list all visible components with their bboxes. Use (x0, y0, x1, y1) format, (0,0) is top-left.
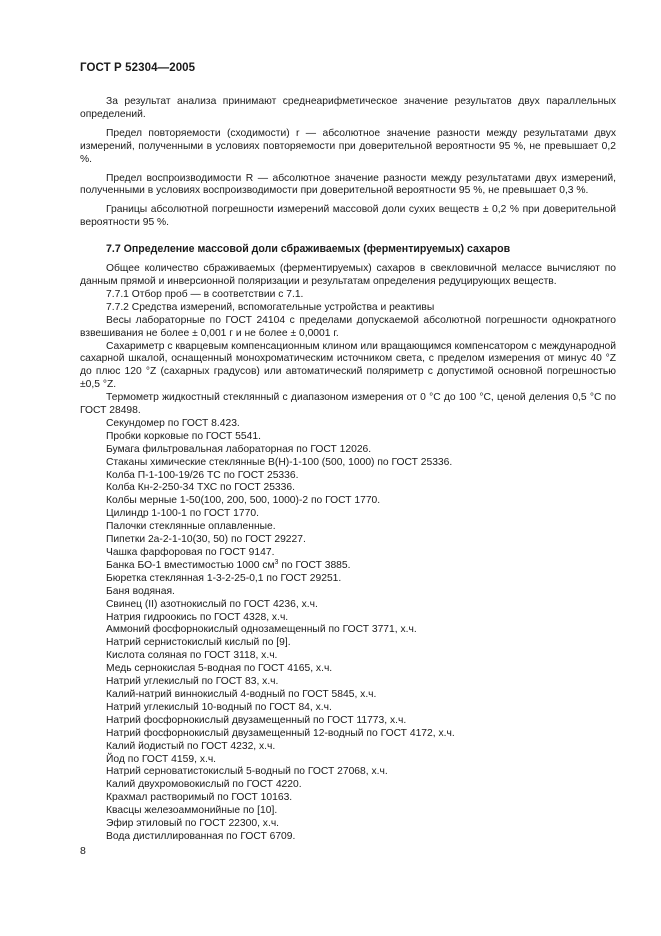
paragraph-reproducibility-limit: Предел воспроизводимости R — абсолютное значение разности между результатами двух измерений, полученными в условиях воспроизводимости при доверительной вероятности 95 %, не превышает 0,3 %. (80, 172, 616, 197)
list-item: Аммоний фосфорнокислый однозамещенный по ГОСТ 3771, х.ч. (106, 624, 417, 636)
list-item: Колба Кн-2-250-34 ТХС по ГОСТ 25336. (106, 482, 295, 494)
list-item: Медь сернокислая 5-водная по ГОСТ 4165, х.ч. (106, 663, 333, 675)
page-number: 8 (80, 845, 86, 857)
list-item: Баня водяная. (106, 585, 175, 597)
list-item: Натрия гидроокись по ГОСТ 4328, х.ч. (106, 611, 289, 623)
list-item: Палочки стеклянные оплавленные. (106, 521, 276, 533)
list-item: Чашка фарфоровая по ГОСТ 9147. (106, 547, 275, 558)
paragraph-repeatability-limit: Предел повторяемости (сходимости) r — абсолютное значение разности между результатами двух измерений, полученными в условиях повторяемости при доверительной вероятности 95 %, не превышает 0,2 %. (80, 127, 616, 165)
list-item: Крахмал растворимый по ГОСТ 10163. (106, 792, 293, 804)
document-code-header: ГОСТ Р 52304—2005 (80, 62, 196, 74)
list-item: Вода дистиллированная по ГОСТ 6709. (106, 830, 296, 842)
subsection-7-7-1: 7.7.1 Отбор проб — в соответствии с 7.1. (106, 288, 304, 300)
paragraph-result-definition: За результат анализа принимают среднеарифметическое значение результатов двух параллельных определений. (80, 96, 616, 120)
cubic-superscript: 3 (274, 558, 279, 566)
list-item: Колбы мерные 1-50(100, 200, 500, 1000)-2 по ГОСТ 1770. (106, 495, 381, 507)
list-item: Калий йодистый по ГОСТ 4232, х.ч. (106, 740, 276, 752)
page-content (80, 96, 616, 844)
list-item: Цилиндр 1-100-1 по ГОСТ 1770. (106, 508, 259, 520)
paragraph-scales: Весы лабораторные по ГОСТ 24104 с пределами допускаемой абсолютной погрешности однократного взвешивания не более ± 0,001 г и не более ± 0,0001 г. (80, 314, 616, 339)
paragraph-error-bounds: Границы абсолютной погрешности измерений массовой доли сухих веществ ± 0,2 % при доверительной вероятности 95 %. (80, 204, 616, 229)
list-item: Натрий сернистокислый кислый по [9]. (106, 637, 291, 649)
list-item: Бумага фильтровальная лабораторная по ГОСТ 12026. (106, 443, 372, 455)
list-item: Натрий углекислый 10-водный по ГОСТ 84, х.ч. (106, 701, 332, 713)
section-heading-7-7: 7.7 Определение массовой доли сбраживаемых (ферментируемых) сахаров (106, 243, 511, 256)
list-item: Натрий серноватистокислый 5-водный по ГОСТ 27068, х.ч. (106, 766, 388, 778)
list-item: Кислота соляная по ГОСТ 3118, х.ч. (106, 650, 278, 662)
list-item: Калий-натрий виннокислый 4-водный по ГОСТ 5845, х.ч. (106, 688, 377, 700)
section-intro: Общее количество сбраживаемых (ферментируемых) сахаров в свекловичной мелассе вычисляют по данным прямой и инверсионной поляризации и результатам определения редуцирующих веществ. (80, 263, 616, 287)
list-item: Секундомер по ГОСТ 8.423. (106, 417, 240, 429)
equipment-list (80, 418, 616, 573)
list-item: Натрий фосфорнокислый двузамещенный 12-водный по ГОСТ 4172, х.ч. (106, 727, 455, 739)
list-item: Колба П-1-100-19/26 ТС по ГОСТ 25336. (106, 469, 299, 481)
list-item: Свинец (II) азотнокислый по ГОСТ 4236, х.ч. (106, 598, 318, 610)
list-item: Натрий углекислый по ГОСТ 83, х.ч. (106, 676, 279, 688)
jar-text: Банка БО-1 вместимостью 1000 см (106, 559, 275, 571)
list-item-jar (80, 560, 616, 573)
list-item: Бюретка стеклянная 1-3-2-25-0,1 по ГОСТ 29251. (106, 572, 342, 584)
jar-standard: по ГОСТ 3885. (278, 559, 351, 571)
list-item: Стаканы химические стеклянные В(Н)-1-100 (500, 1000) по ГОСТ 25336. (106, 456, 453, 468)
subsection-7-7-2: 7.7.2 Средства измерений, вспомогательные устройства и реактивы (106, 301, 435, 313)
list-item: Пробки корковые по ГОСТ 5541. (106, 430, 261, 442)
list-item: Калий двухромовокислый по ГОСТ 4220. (106, 779, 302, 791)
list-item: Эфир этиловый по ГОСТ 22300, х.ч. (106, 818, 280, 830)
list-item: Квасцы железоаммонийные по [10]. (106, 805, 278, 817)
list-item: Пипетки 2а-2-1-10(30, 50) по ГОСТ 29227. (106, 534, 306, 546)
paragraph-thermometer: Термометр жидкостный стеклянный с диапазоном измерения от 0 °С до 100 °С, ценой деления 0,5 °С по ГОСТ 28498. (80, 392, 616, 417)
list-item: Натрий фосфорнокислый двузамещенный по ГОСТ 11773, х.ч. (106, 714, 407, 726)
reagent-list (80, 573, 616, 844)
paragraph-saccharimeter: Сахариметр с кварцевым компенсационным клином или вращающимся компенсатором с международной сахарной шкалой, оснащенный монохроматическим источником света, с пределом измерения от минус 40 °Z до плюс 120 °Z (сахарных градусов) или автоматический поляриметр с допустимой основной погрешностью ±0,5 °Z. (80, 340, 616, 391)
list-item: Йод по ГОСТ 4159, х.ч. (106, 753, 217, 765)
